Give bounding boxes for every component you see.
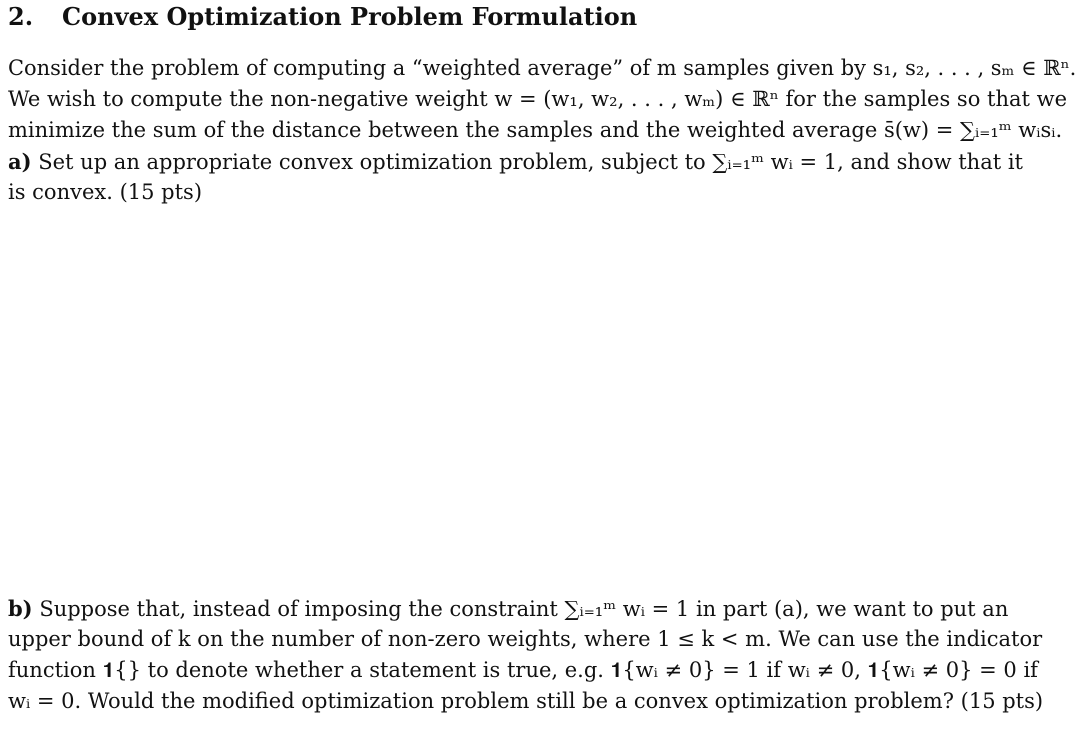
part-a-line-1 (8, 149, 1023, 174)
section-number: 2. (8, 2, 34, 31)
intro-line-1: Consider the problem of computing a “weighted average” of m samples given by s₁, s₂, . . . , sₘ ∈ ℝⁿ. (8, 56, 1077, 80)
part-b-line-2: upper bound of k on the number of non-zero weights, where 1 ≤ k < m. We can use the indicator (8, 627, 1043, 651)
part-b-line-1 (8, 596, 1008, 621)
part-b-label: b) (8, 596, 33, 621)
part-b-text-1: Suppose that, instead of imposing the constraint ∑ᵢ₌₁ᵐ wᵢ = 1 in part (a), we want to put an (39, 597, 1009, 621)
intro-line-3: minimize the sum of the distance between the samples and the weighted average s̄(w) = ∑ᵢ₌₁ᵐ wᵢsᵢ. (8, 118, 1063, 142)
part-b-line-3: function 𝟏{} to denote whether a statement is true, e.g. 𝟏{wᵢ ≠ 0} = 1 if wᵢ ≠ 0, 𝟏{wᵢ ≠ 0} = 0 if (8, 658, 1038, 682)
part-b-line-4: wᵢ = 0. Would the modified optimization problem still be a convex optimization problem? (15 pts) (8, 689, 1044, 713)
section-title: Convex Optimization Problem Formulation (62, 2, 638, 31)
intro-line-2: We wish to compute the non-negative weight w = (w₁, w₂, . . . , wₘ) ∈ ℝⁿ for the samples so that we (8, 87, 1068, 111)
section-heading (8, 2, 637, 31)
part-a-label: a) (8, 149, 32, 174)
part-a-text-1: Set up an appropriate convex optimization problem, subject to ∑ᵢ₌₁ᵐ wᵢ = 1, and show that it (38, 150, 1023, 174)
part-a-line-2: is convex. (15 pts) (8, 180, 203, 204)
